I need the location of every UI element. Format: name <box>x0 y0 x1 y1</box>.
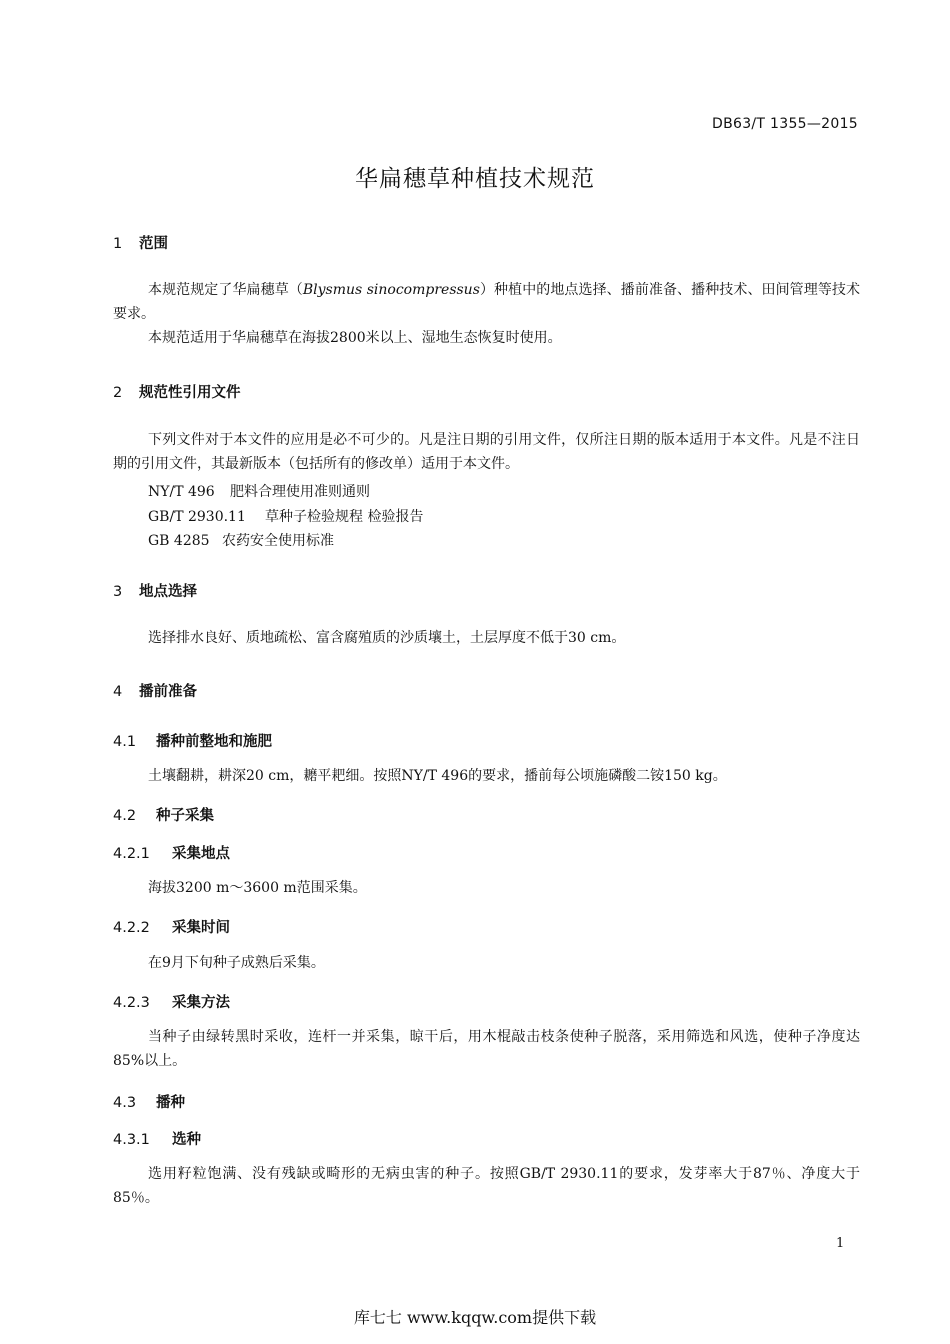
section-title: 播前准备 <box>139 684 197 700</box>
reference-item <box>148 506 423 526</box>
section-2-paragraph-1: 下列文件对于本文件的应用是必不可少的。凡是注日期的引用文件，仅所注日期的版本适用于本文件。凡是不注日期的引用文件，其最新版本（包括所有的修改单）适用于本文件。 <box>113 432 860 472</box>
section-4-3-1-heading <box>113 1128 201 1149</box>
section-number: 2 <box>113 385 123 401</box>
section-4-heading <box>113 680 197 701</box>
section-4-2-3-paragraph-1: 当种子由绿转黑时采收，连杆一并采集，晾干后，用木棍敲击枝条使种子脱落，采用筛选和风选，使种子净度达85%以上。 <box>113 1029 860 1069</box>
section-title: 规范性引用文件 <box>139 385 241 401</box>
section-number: 4.2.2 <box>113 920 150 936</box>
section-number: 4 <box>113 684 123 700</box>
section-4-2-3-heading <box>113 991 230 1012</box>
section-4-2-heading <box>113 804 214 825</box>
section-number: 4.3.1 <box>113 1132 150 1148</box>
page-number: 1 <box>836 1236 845 1251</box>
latin-species-name: Blysmus sinocompressus <box>302 282 480 298</box>
section-4-2-2-paragraph-1: 在9月下旬种子成熟后采集。 <box>148 955 325 971</box>
reference-name: 农药安全使用标准 <box>222 533 334 549</box>
document-number: DB63/T 1355—2015 <box>712 116 858 132</box>
section-1-paragraph-1: 本规范规定了华扁穗草（Blysmus sinocompressus）种植中的地点选择、播前准备、播种技术、田间管理等技术要求。 <box>113 282 860 322</box>
reference-code: NY/T 496 <box>148 484 215 500</box>
reference-code: GB 4285 <box>148 533 210 549</box>
section-1-heading <box>113 232 168 253</box>
download-footer: 库七七 www.kqqw.com提供下载 <box>353 1308 597 1327</box>
section-3-paragraph-1: 选择排水良好、质地疏松、富含腐殖质的沙质壤土，土层厚度不低于30 cm。 <box>148 630 626 646</box>
section-1-paragraph-2: 本规范适用于华扁穗草在海拔2800米以上、湿地生态恢复时使用。 <box>148 330 562 346</box>
section-4-3-1-paragraph-1: 选用籽粒饱满、没有残缺或畸形的无病虫害的种子。按照GB/T 2930.11的要求，发芽率大于87％、净度大于85％。 <box>113 1166 860 1206</box>
reference-name: 肥料合理使用准则通则 <box>230 484 370 500</box>
reference-item <box>148 530 334 550</box>
section-4-1-heading <box>113 730 272 751</box>
section-title: 播种前整地和施肥 <box>156 734 272 750</box>
section-title: 选种 <box>172 1132 201 1148</box>
section-number: 4.2.3 <box>113 995 150 1011</box>
section-number: 4.1 <box>113 734 137 750</box>
section-title: 种子采集 <box>156 808 214 824</box>
section-4-1-paragraph-1: 土壤翻耕，耕深20 cm，耱平耙细。按照NY/T 496的要求，播前每公顷施磷酸二铵150 kg。 <box>148 768 727 784</box>
document-title: 华扁穗草种植技术规范 <box>355 166 595 192</box>
section-4-2-1-heading <box>113 842 230 863</box>
section-title: 播种 <box>156 1095 185 1111</box>
section-4-2-1-paragraph-1: 海拔3200 m～3600 m范围采集。 <box>148 880 367 896</box>
section-2-heading <box>113 381 241 402</box>
reference-code: GB/T 2930.11 <box>148 509 246 525</box>
reference-name: 草种子检验规程 检验报告 <box>265 509 424 525</box>
reference-item <box>148 481 370 501</box>
section-3-heading <box>113 580 197 601</box>
section-4-2-2-heading <box>113 916 230 937</box>
section-number: 4.2 <box>113 808 137 824</box>
section-title: 采集时间 <box>172 920 230 936</box>
section-title: 采集方法 <box>172 995 230 1011</box>
section-title: 采集地点 <box>172 846 230 862</box>
section-title: 地点选择 <box>139 584 197 600</box>
section-number: 4.2.1 <box>113 846 150 862</box>
section-4-3-heading <box>113 1091 185 1112</box>
section-title: 范围 <box>139 236 168 252</box>
section-number: 1 <box>113 236 123 252</box>
section-number: 4.3 <box>113 1095 137 1111</box>
section-number: 3 <box>113 584 123 600</box>
